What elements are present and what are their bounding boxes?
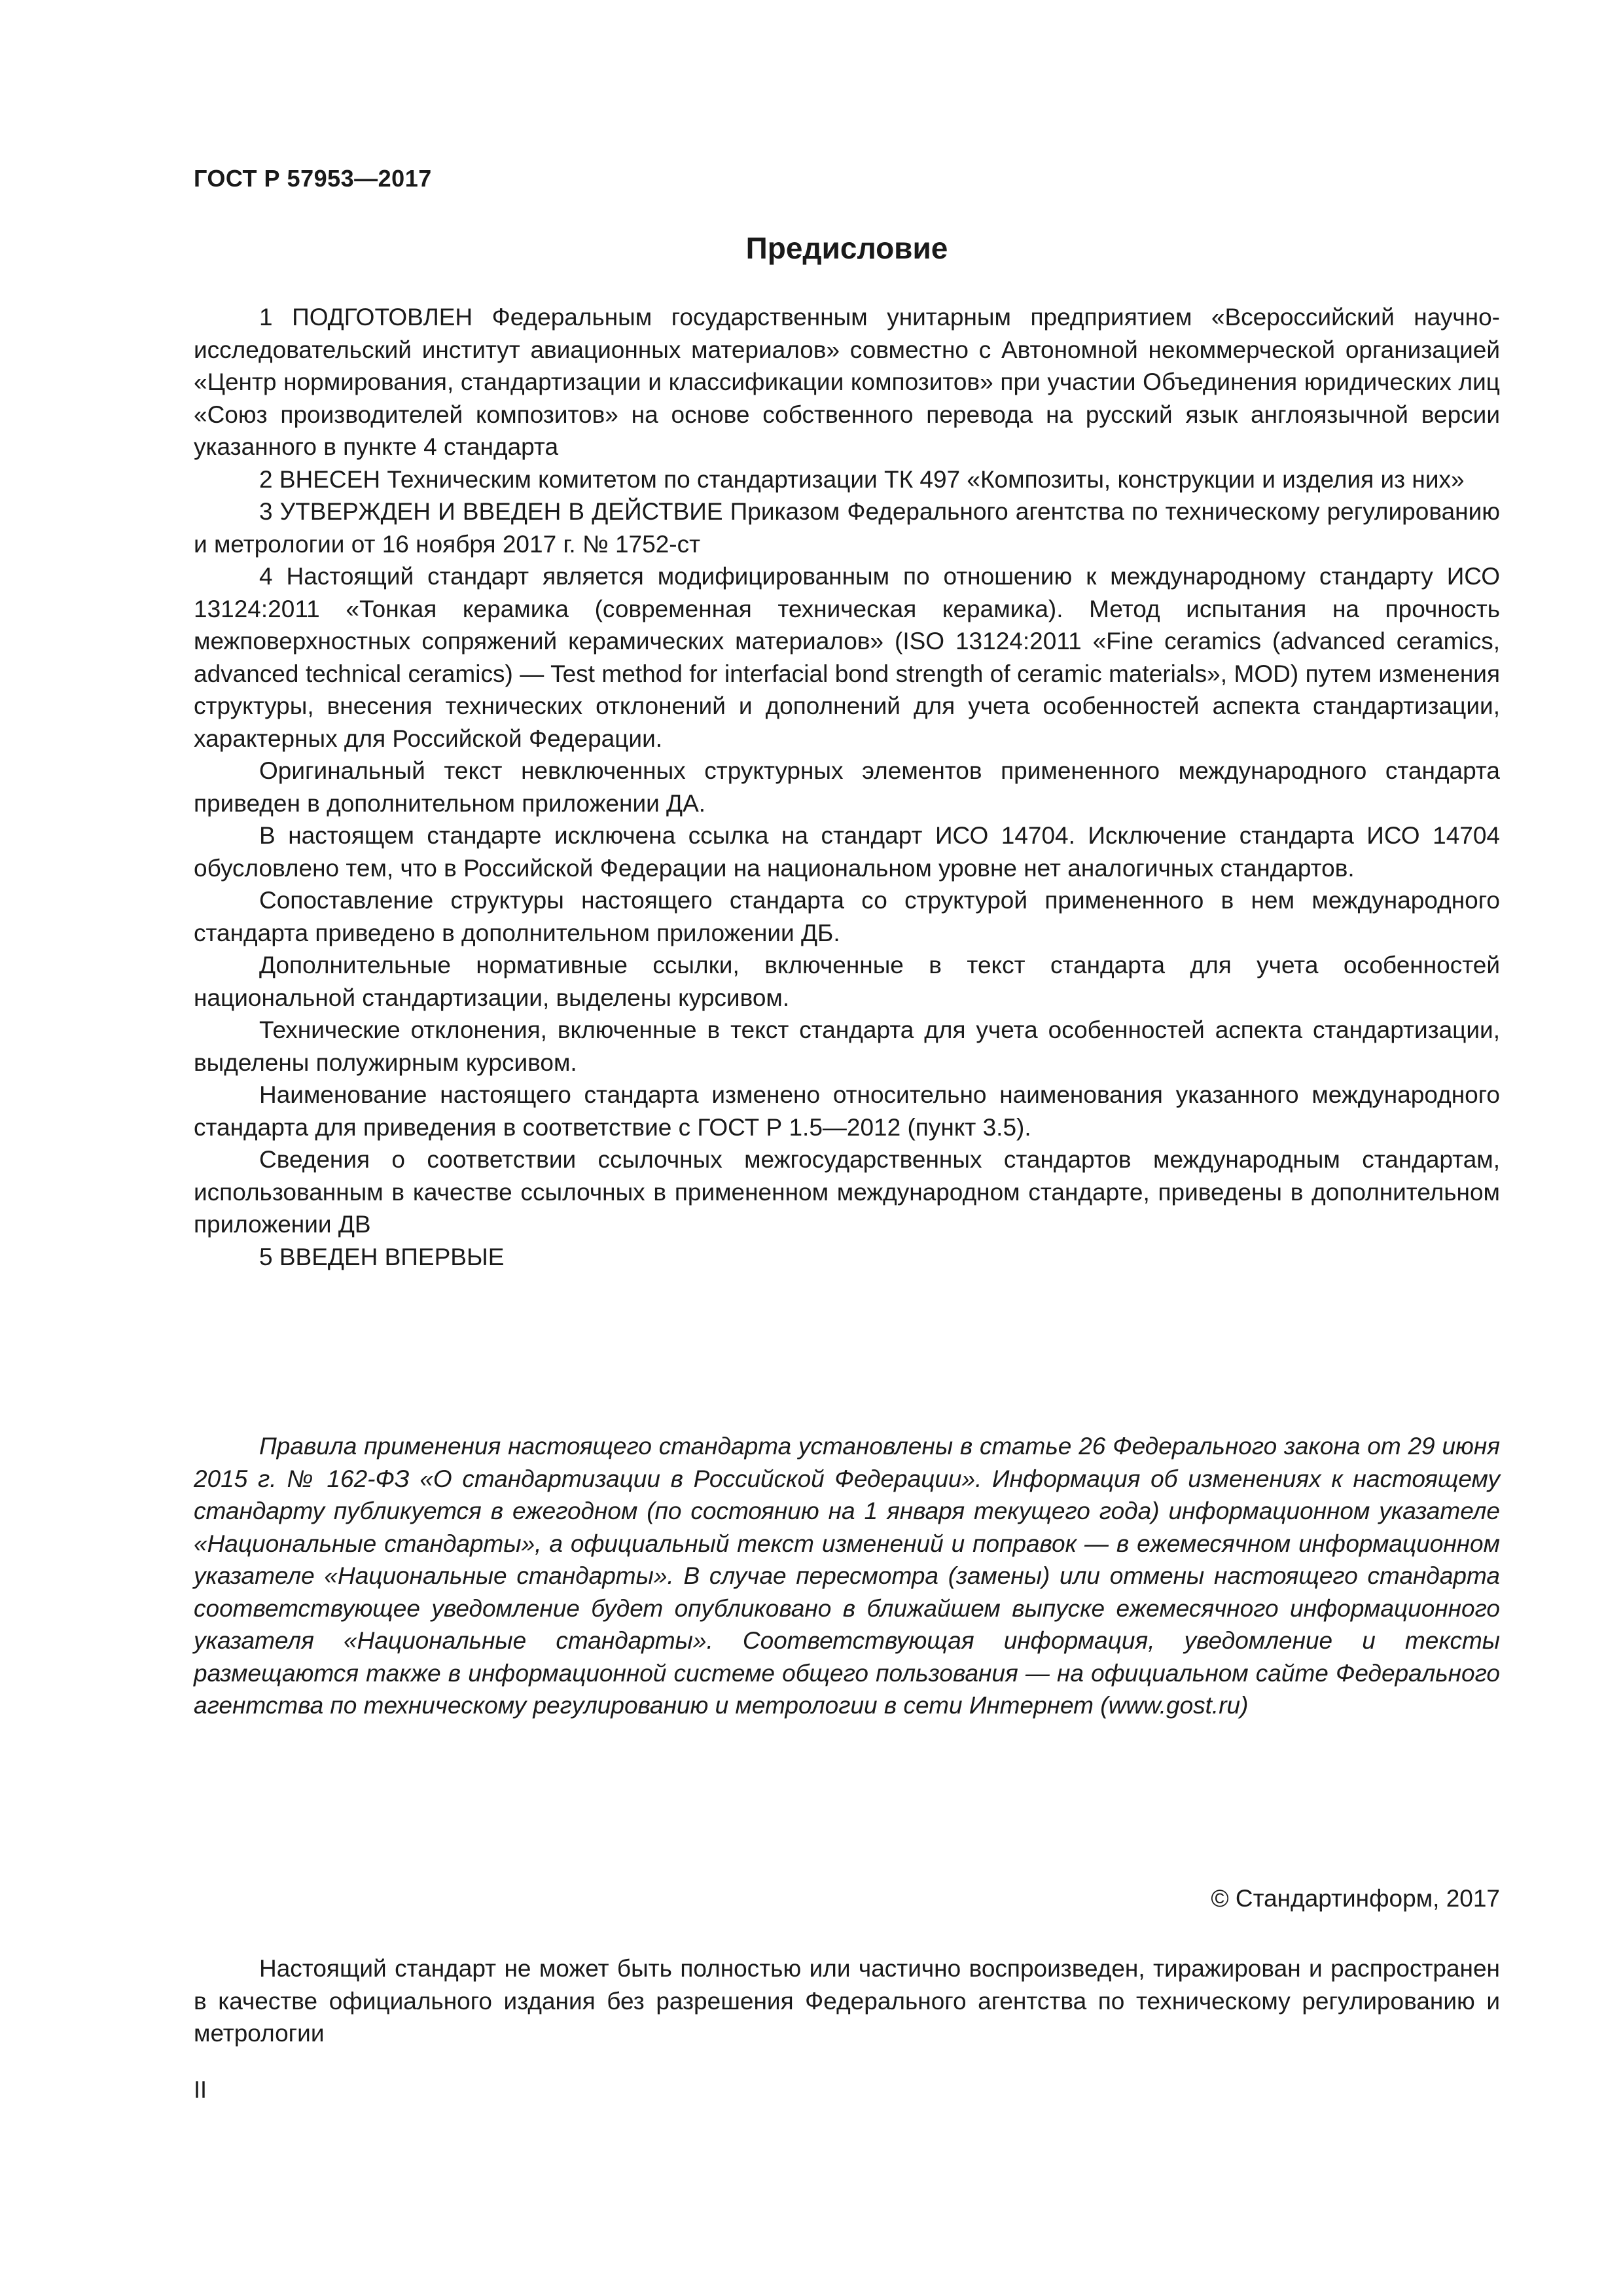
paragraph-submitted: 2 ВНЕСЕН Техническим комитетом по стандартизации ТК 497 «Композиты, конструкции и изделия из них»: [259, 465, 1465, 493]
preface-body: [194, 301, 1500, 1273]
paragraph-original-text: Оригинальный текст невключенных структурных элементов примененного международного стандарта приведен в дополнительном приложении ДА.: [194, 757, 1500, 817]
standard-code: ГОСТ Р 57953—2017: [194, 165, 432, 192]
reproduction-notice: Настоящий стандарт не может быть полностью или частично воспроизведен, тиражирован и распространен в качестве официального издания без разрешения Федерального агентства по техническому регулированию и метрологии: [194, 1955, 1500, 2047]
paragraph-structure-comparison: Сопоставление структуры настоящего стандарта со структурой примененного в нем международного стандарта приведено в дополнительном приложении ДБ.: [194, 887, 1500, 946]
page-title: Предисловие: [745, 231, 948, 265]
page-number: II: [194, 2076, 207, 2103]
application-rules-notice: Правила применения настоящего стандарта установлены в статье 26 Федерального закона от 29 июня 2015 г. № 162-ФЗ «О стандартизации в Российской Федерации». Информация об изменениях к настоящему стандарту публикуется в ежегодном (по состоянию на 1 января текущего года) информационном указателе «Национальные стандарты», а официальный текст изменений и поправок — в ежемесячном информационном указателе «Национальные стандарты». В случае пересмотра (замены) или отмены настоящего стандарта соответствующее уведомление будет опубликовано в ближайшем выпуске ежемесячного информационного указателя «Национальные стандарты». Соответствующая информация, уведомление и тексты размещаются также в информационной системе общего пользования — на официальном сайте Федерального агентства по техническому регулированию и метрологии в сети Интернет (www.gost.ru): [194, 1433, 1500, 1719]
paragraph-additional-references: Дополнительные нормативные ссылки, включенные в текст стандарта для учета особенностей национальной стандартизации, выделены курсивом.: [194, 952, 1500, 1011]
paragraph-technical-deviations: Технические отклонения, включенные в текст стандарта для учета особенностей аспекта стандартизации, выделены полужирным курсивом.: [194, 1016, 1500, 1076]
paragraph-name-change: Наименование настоящего стандарта изменено относительно наименования указанного международного стандарта для приведения в соответствие с ГОСТ Р 1.5—2012 (пункт 3.5).: [194, 1081, 1500, 1141]
paragraph-prepared: 1 ПОДГОТОВЛЕН Федеральным государственным унитарным предприятием «Всероссийский научно-исследовательский институт авиационных материалов» совместно с Автономной некоммерческой организацией «Центр нормирования, стандартизации и классификации композитов» при участии Объединения юридических лиц «Союз производителей композитов» на основе собственного перевода на русский язык англоязычной версии указанного в пункте 4 стандарта: [194, 304, 1500, 460]
paragraph-modified: 4 Настоящий стандарт является модифицированным по отношению к международному стандарту ИСО 13124:2011 «Тонкая керамика (современная техническая керамика). Метод испытания на прочность межповерхностных сопряжений керамических материалов» (ISO 13124:2011 «Fine ceramics (advanced ceramics, advanced technical ceramics) — Test method for interfacial bond strength of ceramic materials», MOD) путем изменения структуры, внесения технических отклонений и дополнений для учета особенностей аспекта стандартизации, характерных для Российской Федерации.: [194, 563, 1500, 752]
paragraph-approved: 3 УТВЕРЖДЕН И ВВЕДЕН В ДЕЙСТВИЕ Приказом Федерального агентства по техническому регулированию и метрологии от 16 ноября 2017 г. № 1752-ст: [194, 498, 1500, 558]
paragraph-reference-correspondence: Сведения о соответствии ссылочных межгосударственных стандартов международным стандартам, использованным в качестве ссылочных в примененном международном стандарте, приведены в дополнительном приложении ДВ: [194, 1146, 1500, 1238]
copyright: © Стандартинформ, 2017: [1211, 1885, 1500, 1912]
paragraph-excluded-reference: В настоящем стандарте исключена ссылка на стандарт ИСО 14704. Исключение стандарта ИСО 14704 обусловлено тем, что в Российской Федерации на национальном уровне нет аналогичных стандартов.: [194, 822, 1500, 882]
paragraph-introduced-first: 5 ВВЕДЕН ВПЕРВЫЕ: [259, 1243, 505, 1270]
